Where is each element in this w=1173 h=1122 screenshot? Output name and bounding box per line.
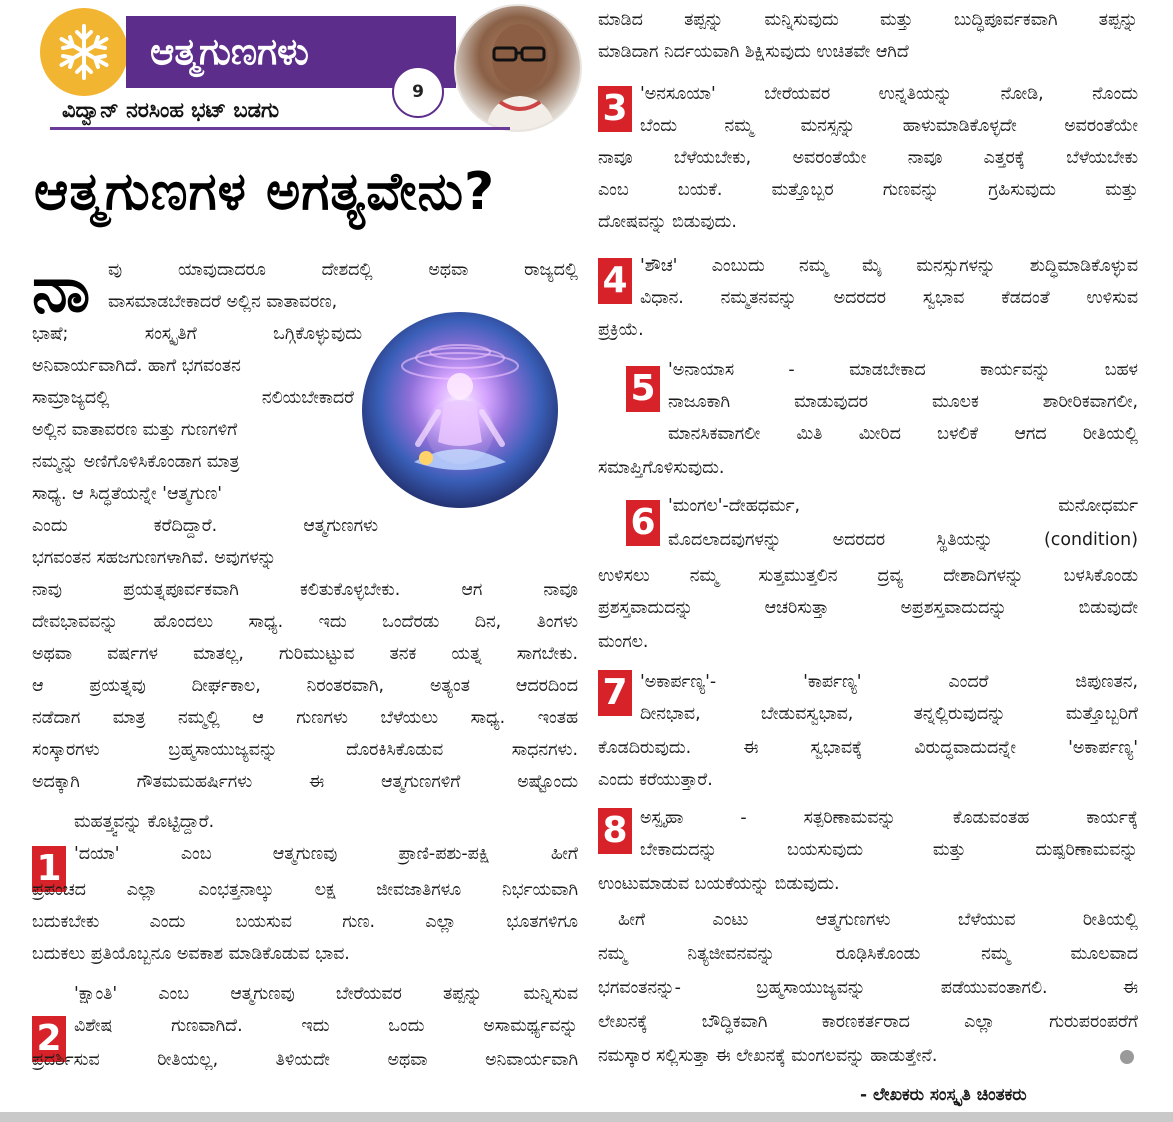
body-line: ಪ್ರಶಸ್ತವಾದುದನ್ನು ಆಚರಿಸುತ್ತಾ ಅಪ್ರಶಸ್ತವಾದುದನ್ನು ಬಿಡುವುದೇ bbox=[598, 598, 1138, 618]
author-byline: ವಿದ್ವಾನ್ ನರಸಿಂಹ ಭಟ್ ಬಡಗು bbox=[62, 98, 280, 122]
body-line: 'ದಯಾ' ಎಂಬ ಆತ್ಮಗುಣವು ಪ್ರಾಣಿ-ಪಶು-ಪಕ್ಷಿ ಹೀಗೆ bbox=[74, 844, 578, 864]
body-line: ಲೇಖನಕ್ಕೆ ಬೌದ್ಧಿಕವಾಗಿ ಕಾರಣಕರ್ತರಾದ ಎಲ್ಲಾ ಗುರುಪರಂಪರೆಗೆ bbox=[598, 1012, 1138, 1032]
body-line: ದೇವಭಾವವನ್ನು ಹೊಂದಲು ಸಾಧ್ಯ. ಇದು ಒಂದೆರಡು ದಿನ, ತಿಂಗಳು bbox=[32, 612, 578, 632]
body-line: ಮಂಗಲ. bbox=[598, 632, 649, 652]
point-number-6: 6 bbox=[626, 500, 660, 546]
body-line: ಮೊದಲಾದವುಗಳನ್ನು ಅದರದರ ಸ್ಥಿತಿಯನ್ನು (condition) bbox=[668, 530, 1138, 550]
point-number-4: 4 bbox=[598, 258, 632, 304]
body-line: ಅಥವಾ ವರ್ಷಗಳ ಮಾತಲ್ಲ, ಗುರಿಮುಟ್ಟುವ ತನಕ ಯತ್ನ ಸಾಗಬೇಕು. bbox=[32, 644, 578, 664]
body-line: ಸಾಮ್ರಾಜ್ಯದಲ್ಲಿ ನಲಿಯಬೇಕಾದರೆ bbox=[32, 388, 354, 408]
body-line: ದೀನಭಾವ, ಬೇಡುವಸ್ವಭಾವ, ತನ್ನಲ್ಲಿರುವುದನ್ನು ಮತ್ತೊಬ್ಬರಿಗೆ bbox=[640, 704, 1138, 724]
body-line: ಸಮಾಪ್ತಿಗೊಳಿಸುವುದು. bbox=[598, 458, 725, 478]
body-line: ಅಸ್ಪೃಹಾ - ಸತ್ಪರಿಣಾಮವನ್ನು ಕೊಡುವಂತಹ ಕಾರ್ಯಕ್ಕೆ bbox=[640, 808, 1138, 828]
body-line: ಅಲ್ಲಿನ ವಾತಾವರಣ ಮತ್ತು ಗುಣಗಳಿಗೆ bbox=[32, 420, 238, 440]
body-line: ವಾಸಮಾಡಬೇಕಾದರೆ ಅಲ್ಲಿನ ವಾತಾವರಣ, bbox=[108, 292, 338, 312]
page-bottom-band bbox=[0, 1112, 1173, 1122]
body-line: 'ಮಂಗಲ'-ದೇಹಧರ್ಮ, ಮನೋಧರ್ಮ bbox=[668, 496, 1138, 516]
article-headline: ಆತ್ಮಗುಣಗಳ ಅಗತ್ಯವೇನು? bbox=[34, 162, 496, 222]
body-line: ಮಹತ್ತ್ವವನ್ನು ಕೊಟ್ಟಿದ್ದಾರೆ. bbox=[74, 812, 215, 832]
body-line: ನಮಸ್ಕಾರ ಸಲ್ಲಿಸುತ್ತಾ ಈ ಲೇಖನಕ್ಕೆ ಮಂಗಲವನ್ನು ಹಾಡುತ್ತೇನೆ. bbox=[598, 1046, 938, 1066]
body-line: ಎಂದು ಕರೆದಿದ್ದಾರೆ. ಆತ್ಮಗುಣಗಳು bbox=[32, 516, 378, 536]
body-line: ನಡೆದಾಗ ಮಾತ್ರ ನಮ್ಮಲ್ಲಿ ಆ ಗುಣಗಳು ಬೆಳೆಯಲು ಸಾಧ್ಯ. ಇಂತಹ bbox=[32, 708, 578, 728]
page-number-badge: 9 bbox=[392, 66, 444, 118]
body-line: 'ಕ್ಷಾಂತಿ' ಎಂಬ ಆತ್ಮಗುಣವು ಬೇರೆಯವರ ತಪ್ಪನ್ನು ಮನ್ನಿಸುವ bbox=[74, 984, 578, 1004]
end-mark bbox=[1120, 1050, 1134, 1064]
byline-divider bbox=[50, 127, 510, 130]
author-photo bbox=[454, 4, 582, 132]
body-line: ನಮ್ಮ ನಿತ್ಯಜೀವನವನ್ನು ರೂಢಿಸಿಕೊಂಡು ನಮ್ಮ ಮೂಲವಾದ bbox=[598, 944, 1138, 964]
point-number-8: 8 bbox=[598, 808, 632, 854]
body-line: ವು ಯಾವುದಾದರೂ ದೇಶದಲ್ಲಿ ಅಥವಾ ರಾಜ್ಯದಲ್ಲಿ bbox=[108, 260, 578, 280]
body-line: ಭಗವಂತನನ್ನು- ಬ್ರಹ್ಮಸಾಯುಜ್ಯವನ್ನು ಪಡೆಯುವಂತಾಗಲಿ. ಈ bbox=[598, 978, 1138, 998]
body-line: ಬದುಕಬೇಕು ಎಂದು ಬಯಸುವ ಗುಣ. ಎಲ್ಲಾ ಭೂತಗಳಿಗೂ bbox=[32, 912, 578, 932]
body-line: ನಾಜೂಕಾಗಿ ಮಾಡುವುದರ ಮೂಲಕ ಶಾರೀರಿಕವಾಗಲೀ, bbox=[668, 392, 1138, 412]
body-line: ಭಾಷೆ; ಸಂಸ್ಕೃತಿಗೆ ಒಗ್ಗಿಕೊಳ್ಳುವುದು bbox=[32, 324, 362, 344]
body-line: ಬದುಕಲು ಪ್ರತಿಯೊಬ್ಬನೂ ಅವಕಾಶ ಮಾಡಿಕೊಡುವ ಭಾವ. bbox=[32, 944, 350, 964]
body-line: ಉಳಿಸಲು ನಮ್ಮ ಸುತ್ತಮುತ್ತಲಿನ ದ್ರವ್ಯ ದೇಶಾದಿಗಳನ್ನು ಬಳಸಿಕೊಂಡು bbox=[598, 566, 1138, 586]
body-line: ನಾವೂ ಬೆಳೆಯಬೇಕು, ಅವರಂತೆಯೇ ನಾವೂ ಎತ್ತರಕ್ಕೆ ಬೆಳೆಯಬೇಕು bbox=[598, 148, 1138, 168]
body-line: ಪ್ರಕ್ರಿಯೆ. bbox=[598, 320, 644, 340]
body-line: ಎಂದು ಕರೆಯುತ್ತಾರೆ. bbox=[598, 770, 713, 790]
body-line: ಉಂಟುಮಾಡುವ ಬಯಕೆಯನ್ನು ಬಿಡುವುದು. bbox=[598, 874, 840, 894]
body-line: ಬೆಂದು ನಮ್ಮ ಮನಸ್ಸನ್ನು ಹಾಳುಮಾಡಿಕೊಳ್ಳದೇ ಅವರಂತೆಯೇ bbox=[640, 116, 1138, 136]
body-line: ಮಾನಸಿಕವಾಗಲೀ ಮಿತಿ ಮೀರಿದ ಬಳಲಿಕೆ ಆಗದ ರೀತಿಯಲ್ಲಿ bbox=[668, 424, 1138, 444]
body-line: ನಾವು ಪ್ರಯತ್ನಪೂರ್ವಕವಾಗಿ ಕಲಿತುಕೊಳ್ಳಬೇಕು. ಆಗ ನಾವೂ bbox=[32, 580, 578, 600]
point-number-7: 7 bbox=[598, 670, 632, 716]
body-line: ಸಂಸ್ಕಾರಗಳು ಬ್ರಹ್ಮಸಾಯುಜ್ಯವನ್ನು ದೊರಕಿಸಿಕೊಡುವ ಸಾಧನಗಳು. bbox=[32, 740, 578, 760]
body-line: ಆ ಪ್ರಯತ್ನವು ದೀರ್ಘಕಾಲ, ನಿರಂತರವಾಗಿ, ಅತ್ಯಂತ ಆದರದಿಂದ bbox=[32, 676, 578, 696]
body-line: ಸಾಧ್ಯ. ಆ ಸಿದ್ಧತೆಯನ್ನೇ 'ಆತ್ಮಗುಣ' bbox=[32, 484, 223, 504]
body-line: ಬೇಕಾದುದನ್ನು ಬಯಸುವುದು ಮತ್ತು ದುಷ್ಪರಿಣಾಮವನ್ನು bbox=[640, 840, 1138, 860]
body-line: ಎಂಬ ಬಯಕೆ. ಮತ್ತೊಬ್ಬರ ಗುಣವನ್ನು ಗ್ರಹಿಸುವುದು ಮತ್ತು bbox=[598, 180, 1138, 200]
body-line: 'ಅನಾಯಾಸ - ಮಾಡಬೇಕಾದ ಕಾರ್ಯವನ್ನು ಬಹಳ bbox=[668, 360, 1138, 380]
column-title: ಆತ್ಮಗುಣಗಳು bbox=[150, 30, 309, 73]
body-line: ಅನಿವಾರ್ಯವಾಗಿದೆ. ಹಾಗೆ ಭಗವಂತನ bbox=[32, 356, 241, 376]
point-number-5: 5 bbox=[626, 366, 660, 412]
point-number-3: 3 bbox=[598, 86, 632, 132]
body-line: 'ಶೌಚ' ಎಂಬುದು ನಮ್ಮ ಮೈ ಮನಸ್ಸುಗಳನ್ನು ಶುದ್ಧಿಮಾಡಿಕೊಳ್ಳುವ bbox=[640, 256, 1138, 276]
body-line: ದೋಷವನ್ನು ಬಿಡುವುದು. bbox=[598, 212, 737, 232]
body-line: ಪ್ರದರ್ಶಿಸುವ ರೀತಿಯಲ್ಲ, ತಿಳಿಯದೇ ಅಥವಾ ಅನಿವಾರ್ಯವಾಗಿ bbox=[32, 1050, 578, 1070]
author-attribution: - ಲೇಖಕರು ಸಂಸ್ಕೃತಿ ಚಿಂತಕರು bbox=[860, 1085, 1027, 1105]
body-line: ಭಗವಂತನ ಸಹಜಗುಣಗಳಾಗಿವೆ. ಅವುಗಳನ್ನು bbox=[32, 548, 277, 568]
body-line: ಪ್ರಪಂಚದ ಎಲ್ಲಾ ಎಂಭತ್ತನಾಲ್ಕು ಲಕ್ಷ ಜೀವಜಾತಿಗಳೂ ನಿರ್ಭಯವಾಗಿ bbox=[32, 880, 578, 900]
body-line: ಹೀಗೆ ಎಂಟು ಆತ್ಮಗುಣಗಳು ಬೆಳೆಯುವ ರೀತಿಯಲ್ಲಿ bbox=[618, 910, 1138, 930]
body-line: 'ಅನಸೂಯಾ' ಬೇರೆಯವರ ಉನ್ನತಿಯನ್ನು ನೋಡಿ, ನೊಂದು bbox=[640, 84, 1138, 104]
body-line: ಮಾಡಿದಾಗ ನಿರ್ದಯವಾಗಿ ಶಿಕ್ಷಿಸುವುದು ಉಚಿತವೇ ಆಗಿದೆ bbox=[598, 42, 909, 62]
column-logo-snowflake-icon bbox=[40, 8, 128, 96]
point-number-1: 1 bbox=[32, 846, 66, 892]
meditation-illustration bbox=[362, 312, 558, 508]
body-line: ವಿಧಾನ. ನಮ್ಮತನವನ್ನು ಅದರದರ ಸ್ವಭಾವ ಕೆಡದಂತೆ ಉಳಿಸುವ bbox=[640, 288, 1138, 308]
body-line: ಕೊಡದಿರುವುದು. ಈ ಸ್ವಭಾವಕ್ಕೆ ವಿರುದ್ಧವಾದುದನ್ನೇ 'ಅಕಾರ್ಪಣ್ಯ' bbox=[598, 738, 1138, 758]
drop-cap: ನಾ bbox=[32, 253, 91, 327]
body-line: ವಿಶೇಷ ಗುಣವಾಗಿದೆ. ಇದು ಒಂದು ಅಸಾಮರ್ಥ್ಯವನ್ನು bbox=[74, 1016, 578, 1036]
body-line: 'ಅಕಾರ್ಪಣ್ಯ'- 'ಕಾರ್ಪಣ್ಯ' ಎಂದರೆ ಜಿಪುಣತನ, bbox=[640, 672, 1138, 692]
point-number-2: 2 bbox=[32, 1016, 66, 1062]
body-line: ನಮ್ಮನ್ನು ಅಣಿಗೊಳಿಸಿಕೊಂಡಾಗ ಮಾತ್ರ bbox=[32, 452, 240, 472]
body-line: ಮಾಡಿದ ತಪ್ಪನ್ನು ಮನ್ನಿಸುವುದು ಮತ್ತು ಬುದ್ಧಿಪೂರ್ವಕವಾಗಿ ತಪ್ಪನ್ನು bbox=[598, 10, 1138, 30]
body-line: ಅದಕ್ಕಾಗಿ ಗೌತಮಮಹರ್ಷಿಗಳು ಈ ಆತ್ಮಗುಣಗಳಿಗೆ ಅಷ್ಟೊಂದು bbox=[32, 772, 578, 792]
